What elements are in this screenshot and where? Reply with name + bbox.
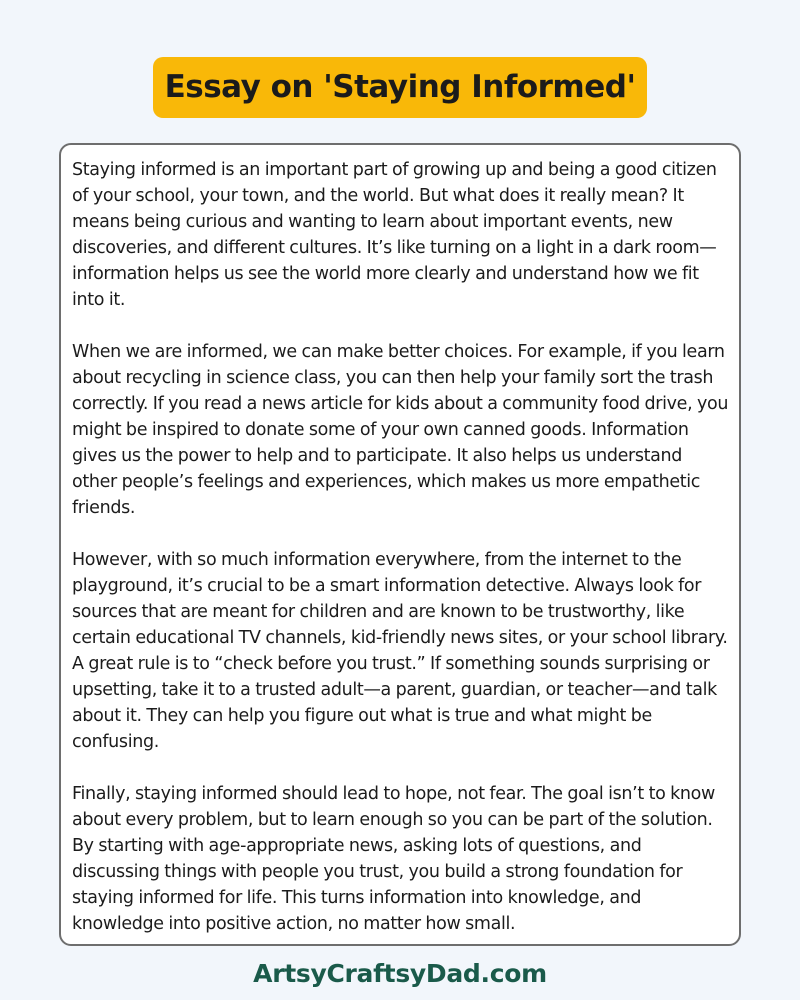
essay-paragraph-2: When we are informed, we can make better choices. For example, if you learn about recycling in science class, you can then help your family sort the trash correctly. If you read a news article for kids about a community food drive, you might be inspired to donate some of your own canned goods. Information gives us the power to help and to participate. It also helps us understand other people’s feelings and experiences, which makes us more empathetic friends. [72,342,729,518]
essay-paragraph-4: Finally, staying informed should lead to hope, not fear. The goal isn’t to know about every problem, but to learn enough so you can be part of the solution. By starting with age-appropriate news, asking lots of questions, and discussing things with people you trust, you build a strong foundation for staying informed for life. This turns information into knowledge, and knowledge into positive action, no matter how small. [72,784,715,934]
essay-box [59,143,741,946]
title-container [0,57,800,118]
essay-paragraph-1: Staying informed is an important part of growing up and being a good citizen of your school, your town, and the world. But what does it really mean? It means being curious and wanting to learn about important events, new discoveries, and different cultures. It’s like turning on a light in a dark room—information helps us see the world more clearly and understand how we fit into it. [72,160,717,310]
essay-title: Essay on 'Staying Informed' [153,57,648,118]
footer-website: ArtsyCraftsyDad.com [253,959,547,988]
essay-paragraph-3: However, with so much information everywhere, from the internet to the playground, it’s crucial to be a smart information detective. Always look for sources that are meant for children and are known to be trustworthy, like certain educational TV channels, kid-friendly news sites, or your school library. A great rule is to “check before you trust.” If something sounds surprising or upsetting, take it to a trusted adult—a parent, guardian, or teacher—and talk about it. They can help you figure out what is true and what might be confusing. [72,550,728,752]
